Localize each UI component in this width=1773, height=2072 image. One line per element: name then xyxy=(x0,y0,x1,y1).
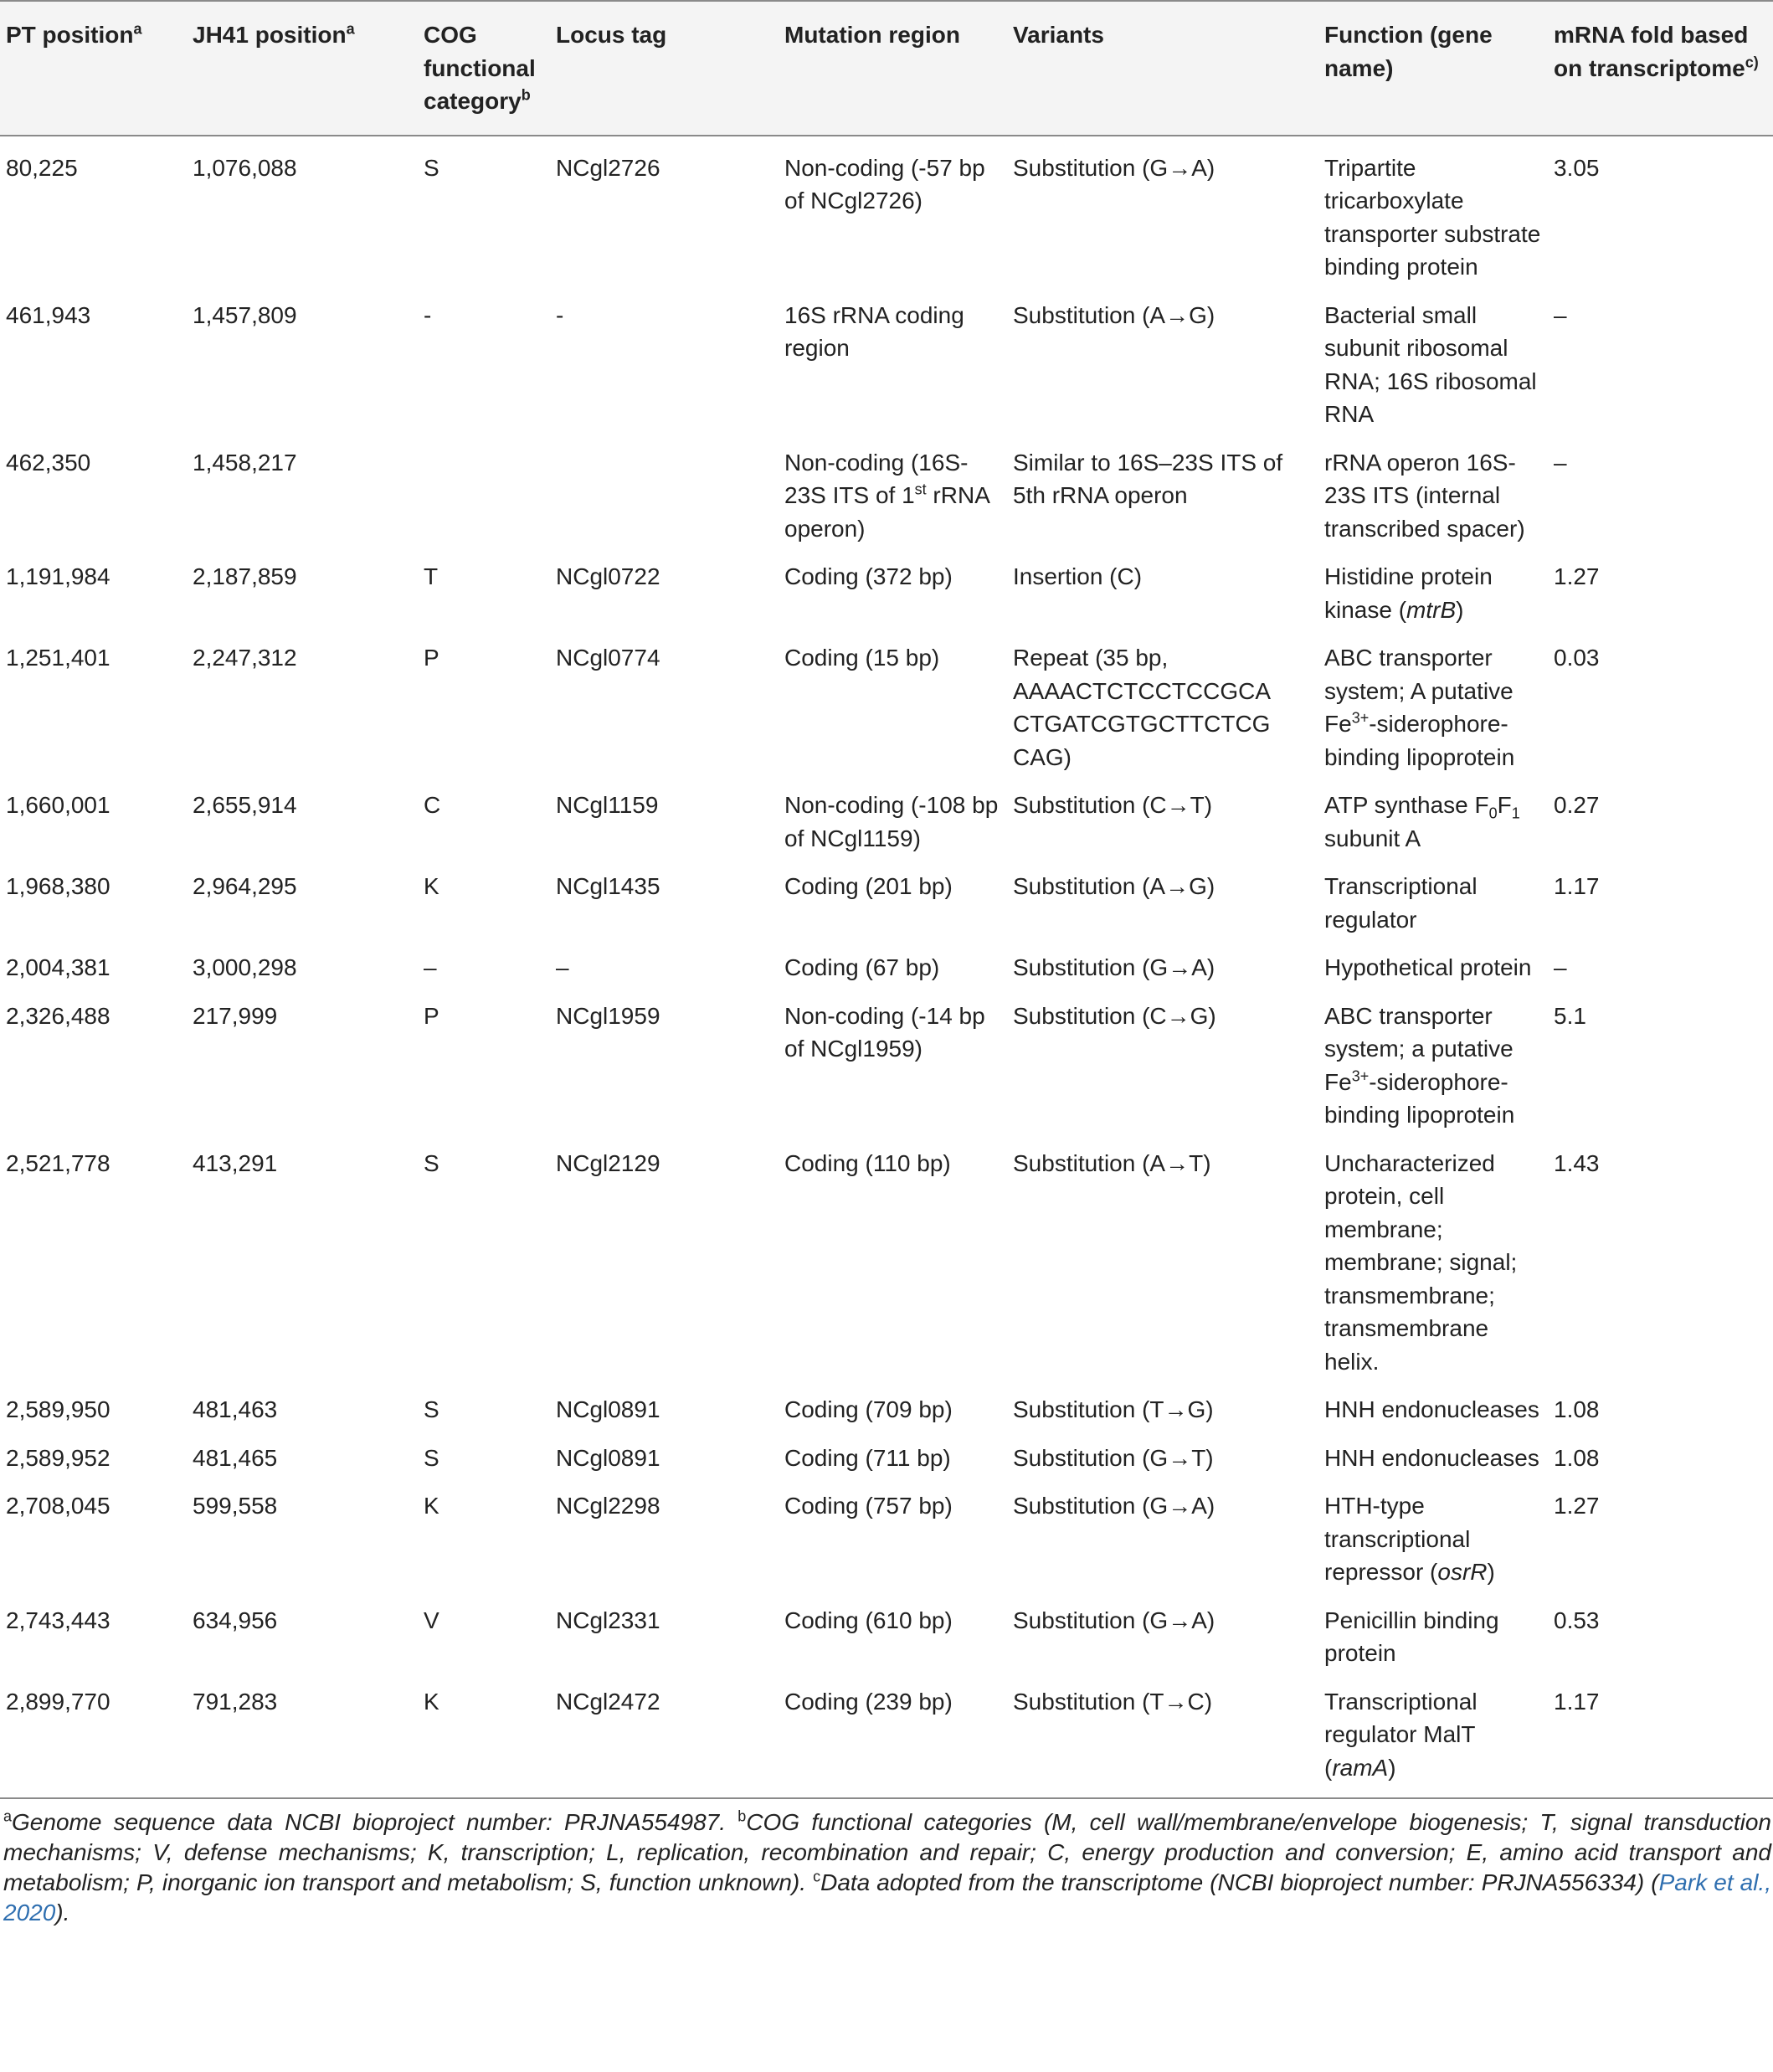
footnote-b-text: COG functional categories (M, cell wall/membrane/envelope biogenesis; T, signal transduction mechanisms; V, defense mechanisms; K, transcription; L, replication, recombination and repair; C, energy production and conversion; E, amino acid transport and metabolism; P, inorganic ion transport and metabolism; S, function unknown). xyxy=(3,1809,1771,1895)
table-row xyxy=(0,1132,1773,1379)
header-mrna-fold: mRNA fold based on transcriptome$^{c)}$ xyxy=(1548,1,1773,136)
cell-fold: 3.05 xyxy=(1554,154,1600,181)
cell-fold: 0.53 xyxy=(1554,1607,1600,1633)
cell-variant: Substitution (A→T) xyxy=(1013,1149,1211,1176)
header-cog-category: COG functional category$^b$ xyxy=(418,1,550,136)
cell-function: Histidine protein kinase (mtrB) xyxy=(1324,563,1493,623)
citation-link[interactable]: Park et al., 2020 xyxy=(3,1869,1771,1925)
cell-locus: NCgl0774 xyxy=(556,645,660,671)
cell-cog: K xyxy=(424,873,439,899)
cell-cog xyxy=(418,431,550,546)
footnote-c-mark: c xyxy=(813,1868,821,1885)
cell-fold: 5.1 xyxy=(1554,1002,1586,1029)
cell-function: ABC transporter system; A putative $Fe^{3+}-siderophore$-binding lipoprotein xyxy=(1324,645,1515,770)
cell-variant: Repeat (35 bp, AAAACTCTCCTCCGCA CTGATCGTGCTTCTCG CAG) xyxy=(1013,645,1271,770)
cell-locus: NCgl2726 xyxy=(556,154,660,181)
cell-locus: NCgl0891 xyxy=(556,1396,660,1422)
cell-region: Coding (67 bp) xyxy=(784,954,940,980)
table-row xyxy=(0,431,1773,546)
cell-region: Non-coding (16S-23S ITS of 1st rRNA operon) xyxy=(784,449,989,542)
table-row xyxy=(0,985,1773,1132)
cell-function: Uncharacterized protein, cell membrane; membrane; signal; transmembrane; transmembrane helix. xyxy=(1324,1149,1518,1375)
cell-locus: NCgl0722 xyxy=(556,563,660,589)
cell-pt: 1,660,001 xyxy=(6,792,110,818)
cell-pt: 2,589,952 xyxy=(6,1444,110,1471)
footnote-b-mark: b xyxy=(737,1807,747,1825)
cell-function: rRNA operon 16S-23S ITS (internal transcribed spacer) xyxy=(1324,449,1525,542)
cell-region: Coding (201 bp) xyxy=(784,873,953,899)
cell-locus: NCgl2298 xyxy=(556,1493,660,1519)
cell-pt: 461,943 xyxy=(6,301,91,328)
cell-jh41: 1,457,809 xyxy=(193,301,297,328)
cell-jh41: 3,000,298 xyxy=(193,954,297,980)
cell-jh41: 1,076,088 xyxy=(193,154,297,181)
table-row xyxy=(0,774,1773,855)
cell-fold: 1.27 xyxy=(1554,563,1600,589)
footnote-c-text: Data adopted from the transcriptome (NCBI bioproject number: PRJNA556334) ( xyxy=(820,1869,1659,1895)
cell-fold: 1.17 xyxy=(1554,873,1600,899)
cell-locus: – xyxy=(556,954,569,980)
cell-function: Penicillin binding protein xyxy=(1324,1607,1499,1666)
cell-variant: Substitution (G→A) xyxy=(1013,154,1215,181)
cell-pt: 1,191,984 xyxy=(6,563,110,589)
cell-cog: - xyxy=(424,301,432,328)
cell-function: Bacterial small subunit ribosomal RNA; 16S ribosomal RNA xyxy=(1324,301,1537,427)
cell-variant: Similar to 16S–23S ITS of 5th rRNA operon xyxy=(1013,449,1283,508)
cell-jh41: 634,956 xyxy=(193,1607,278,1633)
cell-locus xyxy=(550,431,779,546)
cell-fold: 0.03 xyxy=(1554,645,1600,671)
footnote-a-mark: a xyxy=(3,1807,13,1825)
header-function: Function (gene name) xyxy=(1318,1,1548,136)
cell-locus: NCgl0891 xyxy=(556,1444,660,1471)
cell-fold: – xyxy=(1554,449,1567,476)
table-row xyxy=(0,1474,1773,1589)
table-row xyxy=(0,855,1773,936)
cell-fold: – xyxy=(1554,301,1567,328)
cell-jh41: 217,999 xyxy=(193,1002,278,1029)
cell-jh41: 791,283 xyxy=(187,1670,418,1799)
cell-jh41: 1,458,217 xyxy=(193,449,297,476)
cell-variant: Substitution (G→A) xyxy=(1013,1607,1215,1633)
cell-jh41: 413,291 xyxy=(193,1149,278,1176)
cell-variant: Substitution (T→G) xyxy=(1013,1396,1214,1422)
table-row xyxy=(0,1427,1773,1475)
cell-pt: 2,004,381 xyxy=(6,954,110,980)
cell-fold: – xyxy=(1554,954,1567,980)
cell-function: Transcriptional regulator xyxy=(1324,873,1478,933)
table-row xyxy=(0,545,1773,626)
table-row xyxy=(0,1670,1773,1799)
cell-function: Tripartite tricarboxylate transporter substrate binding protein xyxy=(1324,154,1541,280)
cell-cog: T xyxy=(424,563,439,589)
cell-jh41: 2,655,914 xyxy=(193,792,297,818)
cell-locus: NCgl2472 xyxy=(550,1670,779,1799)
cell-locus: NCgl2331 xyxy=(556,1607,660,1633)
cell-fold: 1.17 xyxy=(1548,1670,1773,1799)
cell-variant: Substitution (G→A) xyxy=(1013,954,1215,980)
cell-function: ATP synthase $F_0F_1$ subunit A xyxy=(1324,792,1520,851)
cell-function: HNH endonucleases xyxy=(1324,1444,1539,1471)
table-row xyxy=(0,284,1773,431)
cell-cog: S xyxy=(424,1444,439,1471)
cell-variant: Substitution (G→A) xyxy=(1013,1493,1215,1519)
header-variants: Variants xyxy=(1007,1,1318,136)
cell-pt: 2,521,778 xyxy=(6,1149,110,1176)
cell-cog: S xyxy=(424,1396,439,1422)
footnote-c-end: ). xyxy=(55,1900,70,1925)
header-locus-tag: Locus tag xyxy=(550,1,779,136)
cell-fold: 1.43 xyxy=(1554,1149,1600,1176)
cell-function: Transcriptional regulator MalT (ramA) xyxy=(1318,1670,1548,1799)
cell-variant: Substitution (T→C) xyxy=(1007,1670,1318,1799)
cell-jh41: 599,558 xyxy=(193,1493,278,1519)
table-row xyxy=(0,1589,1773,1670)
cell-region: Coding (372 bp) xyxy=(784,563,953,589)
cell-variant: Substitution (A→G) xyxy=(1013,301,1215,328)
cell-variant: Substitution (C→T) xyxy=(1013,792,1213,818)
cell-jh41: 481,465 xyxy=(193,1444,278,1471)
cell-cog: P xyxy=(424,1002,439,1029)
cell-locus: NCgl1435 xyxy=(556,873,660,899)
cell-region: Coding (709 bp) xyxy=(784,1396,953,1422)
cell-pt: 2,589,950 xyxy=(6,1396,110,1422)
cell-function: HTH-type transcriptional repressor (osrR) xyxy=(1324,1493,1495,1585)
cell-cog: C xyxy=(424,792,441,818)
cell-pt: 2,899,770 xyxy=(0,1670,187,1799)
cell-pt: 1,968,380 xyxy=(6,873,110,899)
cell-region: Coding (610 bp) xyxy=(784,1607,953,1633)
cell-cog: S xyxy=(424,1149,439,1176)
table-row xyxy=(0,1378,1773,1427)
cell-cog: K xyxy=(418,1670,550,1799)
cell-pt: 2,743,443 xyxy=(6,1607,110,1633)
cell-variant: Substitution (C→G) xyxy=(1013,1002,1216,1029)
header-jh41-position: JH41 position$^a$ xyxy=(187,1,418,136)
cell-function: ABC transporter system; a putative $Fe^{3+}-siderophore$-binding lipoprotein xyxy=(1324,1002,1515,1128)
cell-fold: 1.08 xyxy=(1554,1396,1600,1422)
cell-region: Non-coding (-108 bp of NCgl1159) xyxy=(784,792,999,851)
cell-region: Coding (239 bp) xyxy=(779,1670,1007,1799)
cell-jh41: 2,247,312 xyxy=(193,645,297,671)
cell-region: 16S rRNA coding region xyxy=(784,301,964,361)
table-footnote xyxy=(0,1799,1773,1928)
cell-jh41: 2,964,295 xyxy=(193,873,297,899)
cell-locus: - xyxy=(556,301,564,328)
cell-variant: Substitution (A→G) xyxy=(1013,873,1215,899)
cell-cog: S xyxy=(424,154,439,181)
cell-cog: K xyxy=(424,1493,439,1519)
cell-locus: NCgl1959 xyxy=(556,1002,660,1029)
cell-region: Coding (110 bp) xyxy=(784,1149,951,1176)
cell-region: Coding (711 bp) xyxy=(784,1444,951,1471)
cell-pt: 80,225 xyxy=(6,154,78,181)
cell-fold: 1.08 xyxy=(1554,1444,1600,1471)
cell-region: Non-coding (-14 bp of NCgl1959) xyxy=(784,1002,985,1062)
cell-function: HNH endonucleases xyxy=(1324,1396,1539,1422)
cell-variant: Substitution (G→T) xyxy=(1013,1444,1214,1471)
cell-region: Coding (15 bp) xyxy=(784,645,940,671)
cell-region: Coding (757 bp) xyxy=(784,1493,953,1519)
cell-region: Non-coding (-57 bp of NCgl2726) xyxy=(784,154,985,213)
cell-pt: 2,326,488 xyxy=(6,1002,110,1029)
cell-fold: 1.27 xyxy=(1554,1493,1600,1519)
header-pt-position: PT position$^a$ xyxy=(0,1,187,136)
header-mutation-region: Mutation region xyxy=(779,1,1007,136)
table-row xyxy=(0,136,1773,284)
cell-locus: NCgl1159 xyxy=(556,792,659,818)
cell-cog: V xyxy=(424,1607,439,1633)
table-row xyxy=(0,626,1773,774)
table-row xyxy=(0,936,1773,985)
cell-function: Hypothetical protein xyxy=(1324,954,1532,980)
cell-cog: – xyxy=(424,954,437,980)
cell-cog: P xyxy=(424,645,439,671)
cell-pt: 1,251,401 xyxy=(6,645,110,671)
cell-pt: 2,708,045 xyxy=(6,1493,110,1519)
cell-jh41: 481,463 xyxy=(193,1396,278,1422)
footnote-a-text: Genome sequence data NCBI bioproject number: PRJNA554987. xyxy=(12,1809,738,1835)
cell-jh41: 2,187,859 xyxy=(193,563,297,589)
cell-variant: Insertion (C) xyxy=(1013,563,1143,589)
cell-pt: 462,350 xyxy=(6,449,91,476)
cell-fold: 0.27 xyxy=(1554,792,1600,818)
header-row xyxy=(0,1,1773,136)
cell-locus: NCgl2129 xyxy=(556,1149,660,1176)
